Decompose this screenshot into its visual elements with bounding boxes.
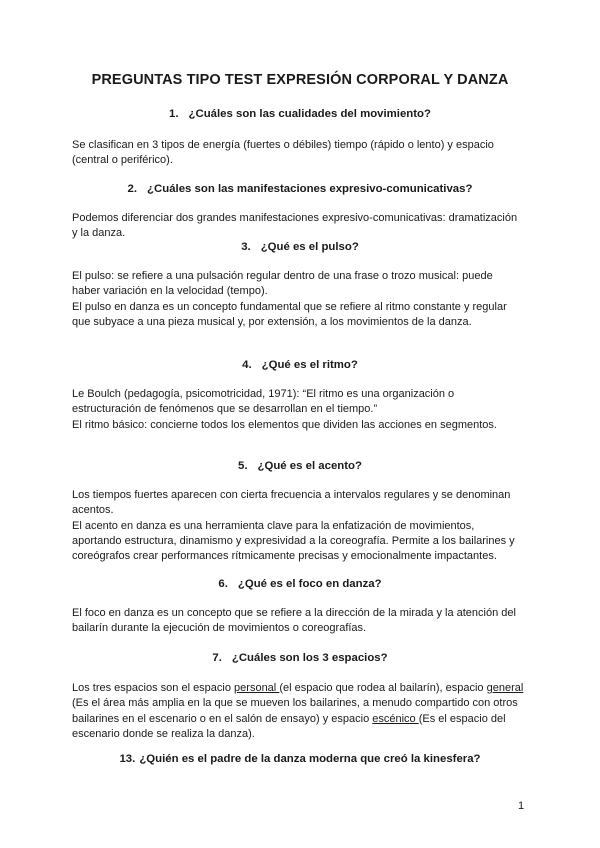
- question-text: ¿Qué es el pulso?: [260, 241, 359, 253]
- question-text: ¿Qué es el acento?: [257, 460, 362, 472]
- answer-line: (Es el área más amplia en la que se mueven los bailarines, a menudo compartido con otros: [72, 697, 518, 710]
- answer-line: [72, 712, 532, 727]
- question-6-heading: [0, 578, 600, 590]
- answer-text: Los tres espacios son el espacio: [72, 682, 235, 694]
- answer-line: Podemos diferenciar dos grandes manifestaciones expresivo-comunicativas: dramatización: [72, 212, 518, 224]
- question-13-heading: [0, 753, 600, 765]
- question-4-answer: [72, 387, 532, 433]
- term-personal: personal: [234, 682, 280, 694]
- term-general: general: [486, 682, 524, 694]
- answer-line: que subyace a una pieza musical y, por extensión, a los movimientos de la danza.: [72, 315, 472, 328]
- question-2-answer: [72, 211, 532, 242]
- answer-line: Se clasifican en 3 tipos de energía (fuertes o débiles) tiempo (rápido o lento) y espacio: [72, 139, 494, 151]
- question-3-heading: [0, 241, 600, 253]
- answer-line: escenario donde se realiza la danza).: [72, 727, 255, 740]
- answer-line: [72, 681, 532, 696]
- answer-text: (Es el espacio del: [418, 712, 506, 725]
- answer-line: coreógrafos crear performances rítmicamente precisas y emocionalmente impactantes.: [72, 550, 497, 563]
- page-number: 1: [518, 800, 525, 812]
- question-7-answer: [72, 681, 532, 742]
- question-text: ¿Qué es el ritmo?: [261, 359, 358, 371]
- answer-line: Le Boulch (pedagogía, psicomotricidad, 1971): “El ritmo es una organización o: [72, 388, 455, 400]
- question-3-answer: [72, 269, 532, 330]
- answer-text: (el espacio que rodea al bailarín), espacio: [279, 682, 487, 694]
- question-text: ¿Cuáles son las cualidades del movimiento?: [188, 108, 431, 120]
- answer-line: El foco en danza es un concepto que se refiere a la dirección de la mirada y la atención del: [72, 607, 516, 619]
- question-4-heading: [0, 359, 600, 371]
- question-1-answer: [72, 138, 532, 169]
- answer-line: Los tiempos fuertes aparecen con cierta frecuencia a intervalos regulares y se denominan: [72, 489, 511, 501]
- question-2-heading: [0, 183, 600, 195]
- document-title: PREGUNTAS TIPO TEST EXPRESIÓN CORPORAL Y DANZA: [91, 72, 509, 88]
- question-6-answer: [72, 606, 532, 637]
- question-5-answer: [72, 488, 532, 564]
- answer-line: estructuración de fenómenos que se desarrollan en el tiempo.”: [72, 403, 378, 416]
- answer-line: El acento en danza es una herramienta clave para la enfatización de movimientos,: [72, 519, 475, 532]
- question-5-heading: [0, 460, 600, 472]
- answer-line: bailarín durante la ejecución de movimientos o coreografías.: [72, 622, 367, 635]
- answer-line: El pulso: se refiere a una pulsación regular dentro de una frase o trozo musical: puede: [72, 270, 493, 282]
- question-text: ¿Cuáles son las manifestaciones expresivo-comunicativas?: [147, 183, 473, 195]
- answer-line: haber variación en la velocidad (tempo).: [72, 285, 268, 298]
- question-text: ¿Quién es el padre de la danza moderna que creó la kinesfera?: [139, 753, 481, 765]
- question-number: 6.: [218, 578, 228, 590]
- question-7-heading: [0, 652, 600, 664]
- answer-line: El ritmo básico: concierne todos los elementos que dividen las acciones en segmentos.: [72, 418, 497, 431]
- question-text: ¿Qué es el foco en danza?: [237, 578, 382, 590]
- question-text: ¿Cuáles son los 3 espacios?: [231, 652, 388, 664]
- question-number: 3.: [241, 241, 251, 253]
- question-number: 5.: [238, 460, 248, 472]
- question-number: 4.: [242, 359, 252, 371]
- answer-line: (central o periférico).: [72, 154, 173, 167]
- question-number: 7.: [212, 652, 222, 664]
- answer-line: acentos.: [72, 504, 114, 517]
- answer-line: El pulso en danza es un concepto fundamental que se refiere al ritmo constante y regular: [72, 300, 507, 313]
- answer-text: bailarines en el escenario o en el salón de ensayo) y espacio: [72, 712, 373, 725]
- question-number: 2.: [127, 183, 138, 195]
- answer-line: y la danza.: [72, 227, 126, 240]
- question-1-heading: [0, 108, 600, 120]
- question-number: 13.: [119, 753, 136, 765]
- answer-line: aportando estructura, dinamismo y expresividad a la coreografía. Permite a los bailarines y: [72, 534, 515, 547]
- question-number: 1.: [169, 108, 179, 120]
- term-escenico: escénico: [372, 712, 419, 725]
